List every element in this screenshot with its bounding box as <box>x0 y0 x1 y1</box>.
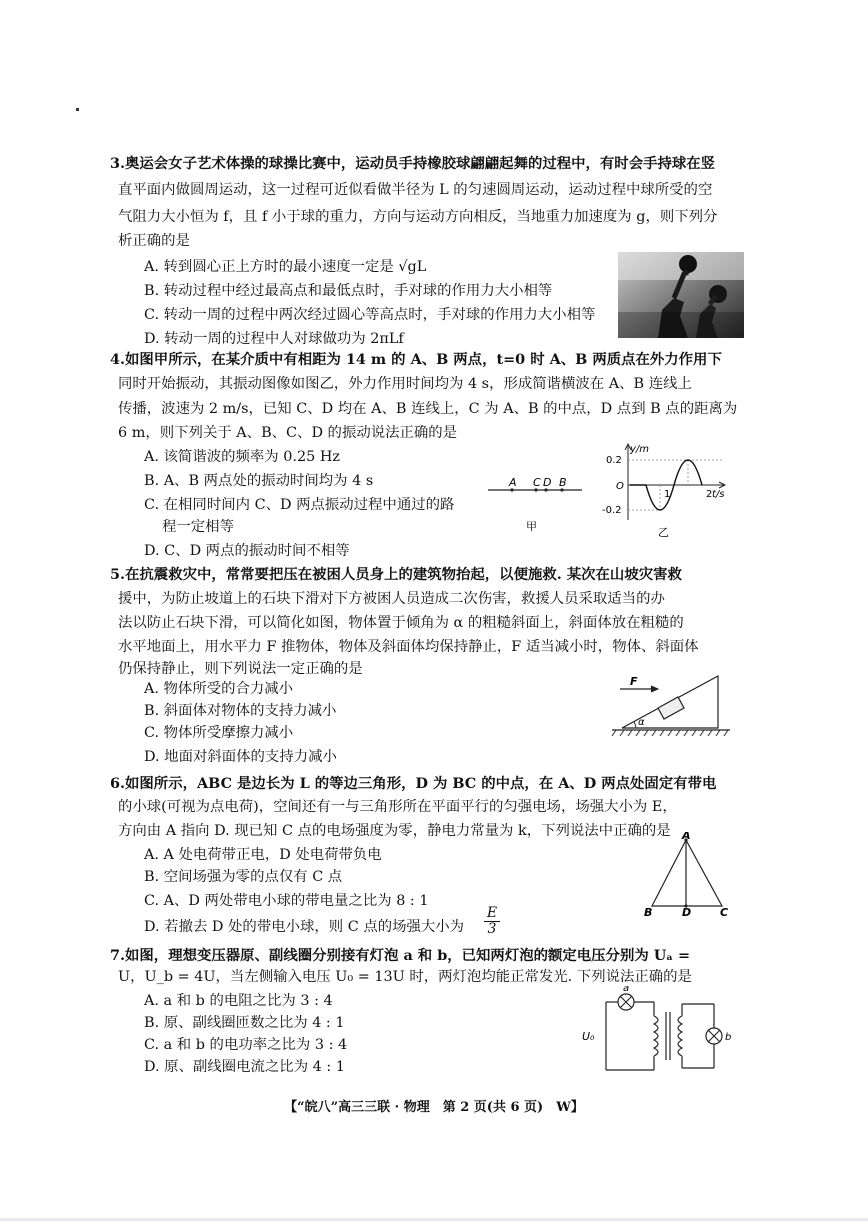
q4-line-1: 4.如图甲所示，在某介质中有相距为 14 m 的 A、B 两点，t=0 时 A、B 两质点在外力作用下 <box>110 351 722 368</box>
q7-option-c: C. a 和 b 的电功率之比为 3 : 4 <box>144 1037 348 1053</box>
force-label: F <box>630 675 638 688</box>
q4-line-3: 传播，波速为 2 m/s，已知 C、D 均在 A、B 连线上，C 为 A、B 的中点，D 点到 B 点的距离为 <box>118 401 738 417</box>
q5-line-5: 仍保持静止，则下列说法一定正确的是 <box>118 661 363 677</box>
fraction-e-over-3 <box>484 906 500 937</box>
point-d-label: D <box>682 906 692 918</box>
x-axis-label: t/s <box>712 489 725 500</box>
q6-option-d: D. 若撤去 D 处的带电小球，则 C 点的场强大小为 <box>144 919 465 935</box>
scan-mark <box>76 108 79 111</box>
q5-option-d: D. 地面对斜面体的支持力减小 <box>144 749 337 765</box>
triangle-figure <box>640 832 732 918</box>
lamp-b-label: b <box>725 1032 732 1043</box>
q6-option-a: A. A 处电荷带正电，D 处电荷带负电 <box>144 847 382 863</box>
q4-option-c-cont: 程一定相等 <box>162 519 234 535</box>
transformer-figure <box>578 986 738 1084</box>
source-voltage-label: U₀ <box>582 1030 595 1043</box>
q6-line-2: 的小球(可视为点电荷)，空间还有一与三角形所在平面平行的匀强电场，场强大小为 E， <box>118 799 677 815</box>
gymnast-photo <box>618 252 744 338</box>
figure-yi-caption: 乙 <box>658 526 669 539</box>
figure-jia-caption: 甲 <box>526 520 537 533</box>
figure-yi <box>600 440 732 540</box>
q7-option-d: D. 原、副线圈电流之比为 4 : 1 <box>144 1059 345 1075</box>
point-c-label: C <box>533 476 541 489</box>
q7-option-a: A. a 和 b 的电阻之比为 3 : 4 <box>144 993 333 1009</box>
page-footer: 【“皖八”高三三联 · 物理 第 2 页(共 6 页) W】 <box>284 1100 584 1115</box>
q4-option-c: C. 在相同时间内 C、D 两点振动过程中通过的路 <box>144 497 455 513</box>
q5-option-b: B. 斜面体对物体的支持力减小 <box>144 703 337 719</box>
q4-line-2: 同时开始振动，其振动图像如图乙，外力作用时间均为 4 s，形成简谐横波在 A、B 连线上 <box>118 376 692 392</box>
q7-line-1: 7.如图，理想变压器原、副线圈分别接有灯泡 a 和 b，已知两灯泡的额定电压分别为 Uₐ = <box>110 947 691 964</box>
q4-option-d: D. C、D 两点的振动时间不相等 <box>144 543 350 559</box>
q3-line-4: 析正确的是 <box>118 233 190 249</box>
bottom-edge <box>0 1218 868 1221</box>
q6-option-c: C. A、D 两处带电小球的带电量之比为 8 : 1 <box>144 893 429 909</box>
q5-line-3: 法以防止石块下滑，可以简化如图，物体置于倾角为 α 的粗糙斜面上，斜面体放在粗糙的 <box>118 615 684 631</box>
point-d-label: D <box>543 476 552 489</box>
q5-line-1: 5.在抗震救灾中，常常要把压在被困人员身上的建筑物抬起，以便施救. 某次在山坡灾害救 <box>110 566 682 583</box>
point-b-label: B <box>559 476 567 489</box>
q3-option-a: A. 转到圆心正上方时的最小速度一定是 √gL <box>144 259 427 275</box>
q5-line-2: 援中，为防止坡道上的石块下滑对下方被困人员造成二次伤害，救援人员采取适当的办 <box>118 591 665 607</box>
y-axis-label: y/m <box>630 444 650 455</box>
q3-option-d: D. 转动一周的过程中人对球做功为 2πLf <box>144 331 404 347</box>
q4-line-4: 6 m，则下列关于 A、B、C、D 的振动说法正确的是 <box>118 425 458 441</box>
q5-option-c: C. 物体所受摩擦力减小 <box>144 725 294 741</box>
q5-option-a: A. 物体所受的合力减小 <box>144 681 294 697</box>
lamp-a-label: a <box>623 986 630 994</box>
point-a-label: A <box>509 476 517 489</box>
q3-option-b: B. 转动过程中经过最高点和最低点时，手对球的作用力大小相等 <box>144 283 553 299</box>
q3-line-2: 直平面内做圆周运动，这一过程可近似看做半径为 L 的匀速圆周运动，运动过程中球所受的空 <box>118 182 713 198</box>
xtick-2: 2 <box>706 489 713 500</box>
ytick-neg: -0.2 <box>602 505 622 516</box>
q7-option-b: B. 原、副线圈匝数之比为 4 : 1 <box>144 1015 345 1031</box>
q3-option-c: C. 转动一周的过程中两次经过圆心等高点时，手对球的作用力大小相等 <box>144 307 596 323</box>
fraction-numerator: E <box>486 905 498 921</box>
figure-jia <box>482 470 590 536</box>
incline-figure <box>610 670 732 740</box>
q6-line-1: 6.如图所示，ABC 是边长为 L 的等边三角形，D 为 BC 的中点，在 A、D 两点处固定有带电 <box>110 775 717 792</box>
q3-line-3: 气阻力大小恒为 f，且 f 小于球的重力，方向与运动方向相反，当地重力加速度为 g，则下列分 <box>118 209 718 225</box>
ytick-pos: 0.2 <box>606 455 622 466</box>
angle-label: α <box>638 717 645 728</box>
xtick-1: 1 <box>664 489 671 500</box>
q7-line-2: U，U_b = 4U，当左侧输入电压 U₀ = 13U 时，两灯泡均能正常发光. 下列说法正确的是 <box>118 969 692 985</box>
q3-line-1: 3.奥运会女子艺术体操的球操比赛中，运动员手持橡胶球翩翩起舞的过程中，有时会手持球在竖 <box>110 155 716 172</box>
vertex-b-label: B <box>644 906 653 918</box>
q6-option-b: B. 空间场强为零的点仅有 C 点 <box>144 869 343 885</box>
vertex-a-label: A <box>682 832 691 842</box>
q4-option-b: B. A、B 两点处的振动时间均为 4 s <box>144 473 374 489</box>
origin-label: O <box>616 481 624 492</box>
fraction-denominator: 3 <box>484 921 500 937</box>
q5-line-4: 水平地面上，用水平力 F 推物体，物体及斜面体均保持静止，F 适当减小时，物体、斜面体 <box>118 639 699 655</box>
q4-option-a: A. 该简谐波的频率为 0.25 Hz <box>144 449 340 465</box>
q6-line-3: 方向由 A 指向 D. 现已知 C 点的电场强度为零，静电力常量为 k，下列说法中正确的是 <box>118 823 671 839</box>
vertex-c-label: C <box>720 906 729 918</box>
